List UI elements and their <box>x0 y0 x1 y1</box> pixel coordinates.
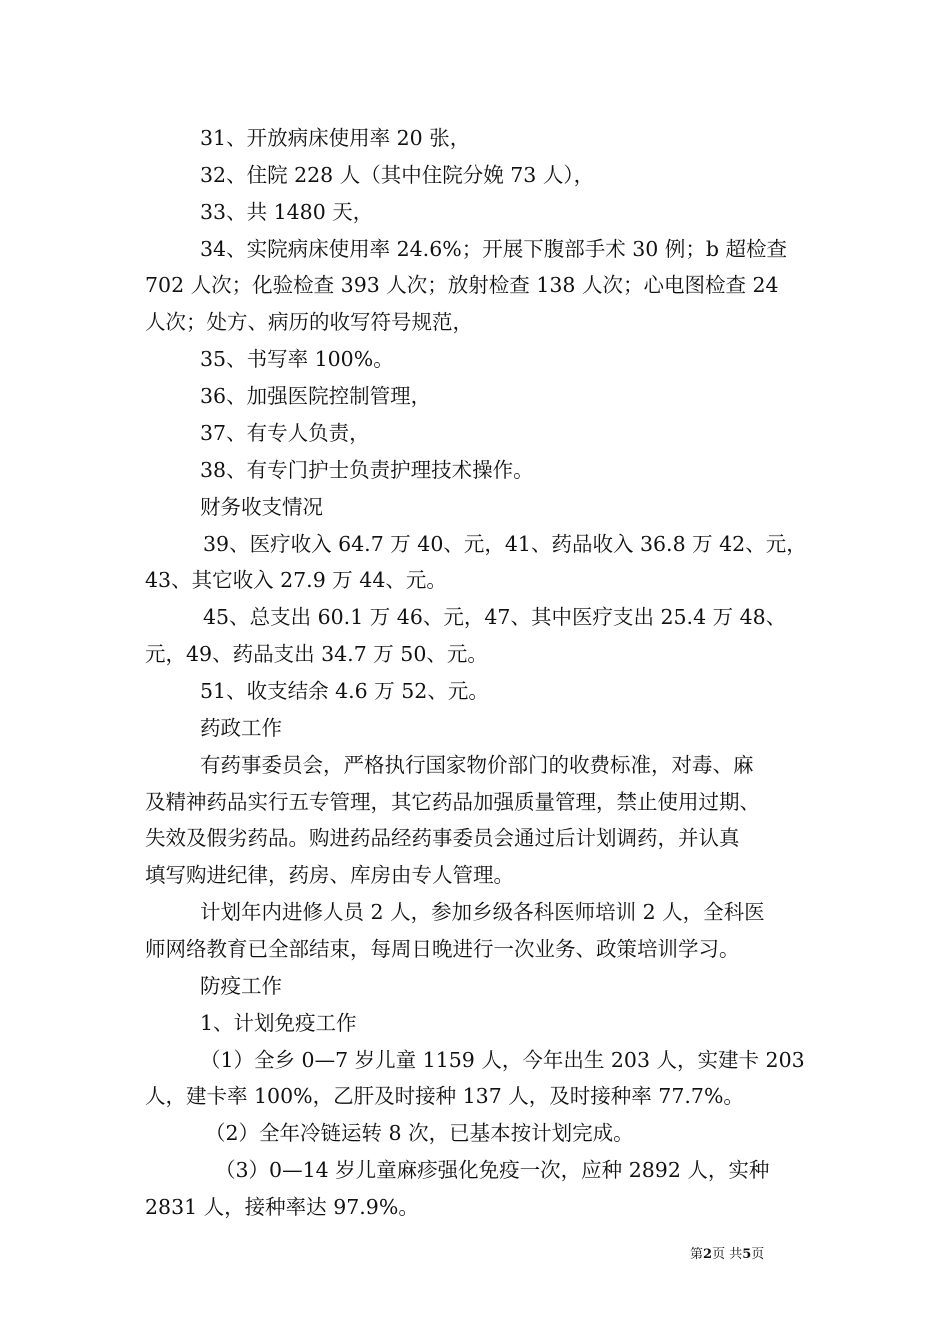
footer-middle: 页 共 <box>712 1247 743 1262</box>
text-line: 及精神药品实行五专管理，其它药品加强质量管理，禁止使用过期、 <box>145 790 760 814</box>
text-line: 43、其它收入 27.9 万 44、元。 <box>145 568 447 592</box>
text-line: 34、实院病床使用率 24.6%；开展下腹部手术 30 例；b 超检查 <box>200 237 787 261</box>
text-line: 33、共 1480 天， <box>200 200 374 224</box>
total-page-count: 5 <box>742 1247 752 1262</box>
text-line: 51、收支结余 4.6 万 52、元。 <box>200 679 489 703</box>
text-line: 35、书写率 100%。 <box>200 347 394 371</box>
text-line: 计划年内进修人员 2 人，参加乡级各科医师培训 2 人，全科医 <box>200 900 765 924</box>
footer-suffix: 页 <box>751 1247 765 1262</box>
text-line: （1）全乡 0—7 岁儿童 1159 人，今年出生 203 人，实建卡 203 <box>200 1048 805 1072</box>
text-line: 填写购进纪律，药房、库房由专人管理。 <box>145 863 514 887</box>
text-line: 师网络教育已全部结束，每周日晚进行一次业务、政策培训学习。 <box>145 937 740 961</box>
text-line: 有药事委员会，严格执行国家物价部门的收费标准，对毒、麻 <box>200 753 754 777</box>
text-line: 37、有专人负责， <box>200 421 370 445</box>
text-line: （2）全年冷链运转 8 次，已基本按计划完成。 <box>205 1121 634 1145</box>
page-number-footer <box>690 1247 764 1263</box>
text-line: 失效及假劣药品。购进药品经药事委员会通过后计划调药，并认真 <box>145 826 740 850</box>
current-page-number: 2 <box>703 1247 713 1262</box>
text-line: 2831 人，接种率达 97.9%。 <box>145 1195 419 1219</box>
text-line: 人，建卡率 100%，乙肝及时接种 137 人，及时接种率 77.7%。 <box>145 1084 744 1108</box>
text-line: （3）0—14 岁儿童麻疹强化免疫一次，应种 2892 人，实种 <box>215 1158 770 1182</box>
text-line: 45、总支出 60.1 万 46、元，47、其中医疗支出 25.4 万 48、 <box>203 605 787 629</box>
section-heading: 药政工作 <box>200 716 282 740</box>
section-heading: 1、计划免疫工作 <box>200 1011 357 1035</box>
footer-prefix: 第 <box>690 1247 704 1262</box>
text-line: 32、住院 228 人（其中住院分娩 73 人）， <box>200 163 595 187</box>
text-line: 39、医疗收入 64.7 万 40、元，41、药品收入 36.8 万 42、元， <box>203 532 807 556</box>
text-line: 31、开放病床使用率 20 张， <box>200 126 471 150</box>
text-line: 元，49、药品支出 34.7 万 50、元。 <box>145 642 488 666</box>
text-line: 36、加强医院控制管理， <box>200 384 432 408</box>
section-heading: 防疫工作 <box>200 974 282 998</box>
text-line: 人次；处方、病历的收写符号规范， <box>145 310 473 334</box>
section-heading: 财务收支情况 <box>200 495 323 519</box>
text-line: 38、有专门护士负责护理技术操作。 <box>200 458 534 482</box>
text-line: 702 人次；化验检查 393 人次；放射检查 138 人次；心电图检查 24 <box>145 273 779 297</box>
